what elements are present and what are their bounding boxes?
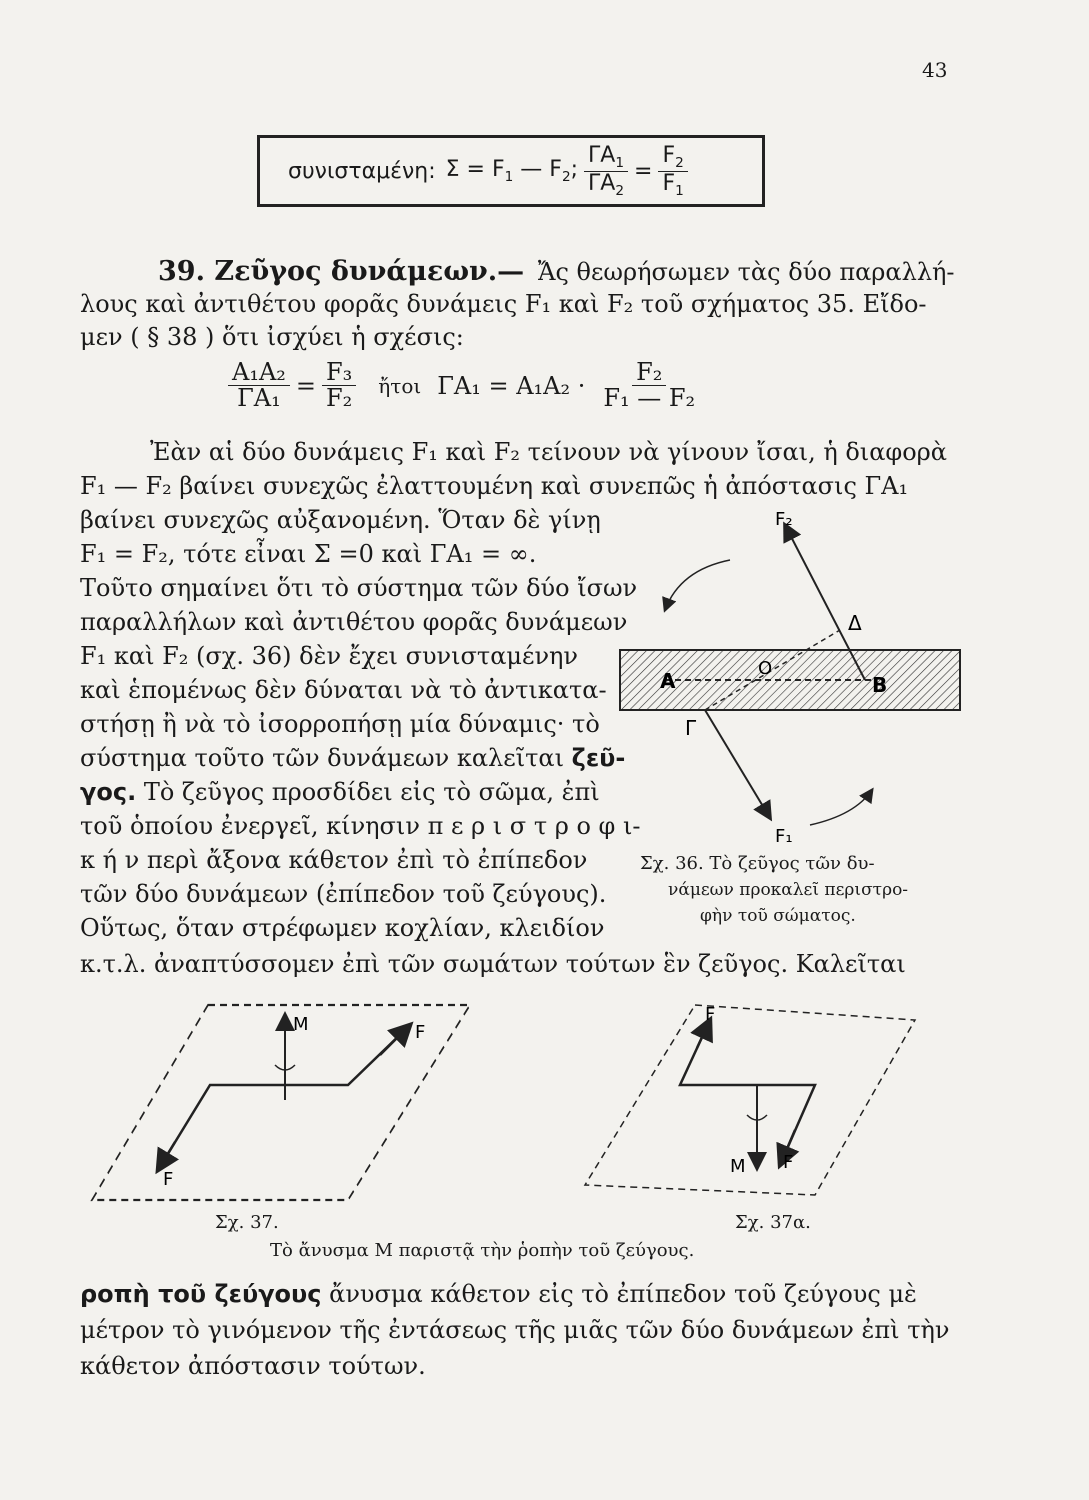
para-line-13: κ ή ν περὶ ἄξονα κάθετον ἐπὶ τὸ ἐπίπεδον [80, 846, 588, 874]
figure-37a-diagram [575, 990, 925, 1205]
section-heading-line [158, 258, 955, 285]
fig36-caption-2: νάμεων προκαλεῖ περιστρο- [668, 880, 909, 900]
equals-sign: = [634, 158, 653, 184]
label-a: A [660, 669, 676, 693]
label-f1: F₁ [775, 826, 793, 847]
intro-line-3: μεν ( § 38 ) ὅτι ἰσχύει ἡ σχέσις: [80, 323, 464, 351]
fig37-label-f-top: F [415, 1022, 426, 1043]
label-gamma: Γ [685, 716, 697, 740]
fig37a-caption: Σχ. 37α. [735, 1212, 811, 1233]
para-line-5: Τοῦτο σημαίνει ὅτι τὸ σύστημα τῶν δύο ἴσων [80, 574, 638, 602]
para-line-4: F₁ = F₂, τότε εἶναι Σ =0 καὶ ΓA₁ = ∞. [80, 540, 537, 568]
relation-formula: $\frac{\text{A₁A₂}}{\text{ΓA₁}}$ = $\frac{\text{F₃}}{\text{F₂}}$ ἤτοι ΓA₁ = A₁A₂ · $\frac{\text{F₂}}{\text{F₁ — F₂}}$ [222, 360, 705, 411]
label-delta: Δ [848, 611, 862, 635]
para-line-6: παραλλήλων καὶ ἀντιθέτου φορᾶς δυνάμεων [80, 608, 628, 636]
definition-line-2: μέτρον τὸ γινόμενον τῆς ἐντάσεως τῆς μιᾶς τῶν δύο δυνάμεων ἐπὶ τὴν [80, 1316, 950, 1344]
page-number: 43 [922, 58, 948, 82]
ratio-forces: $\frac{F_2}{F_1}$ [658, 144, 687, 197]
fig37-caption: Σχ. 37. [215, 1212, 279, 1233]
sigma-expr: $\Sigma = F_1$ — $F_2$; [445, 157, 579, 185]
ratio-ga: $\frac{\Gamma A_1}{\Gamma A_2}$ [584, 144, 628, 197]
definition-line-3: κάθετον ἀπόστασιν τούτων. [80, 1352, 426, 1380]
fig37-force-top [380, 1025, 410, 1055]
fig37-label-m: M [293, 1014, 309, 1035]
figure-36-couple-diagram [610, 500, 970, 860]
fig36-caption-1: Σχ. 36. Τὸ ζεῦγος τῶν δυ- [640, 853, 875, 874]
label-f2: F₂ [775, 509, 793, 530]
para-line-3: βαίνει συνεχῶς αὐξανομένη. Ὅταν δὲ γίνῃ [80, 506, 601, 534]
label-b: B [872, 673, 888, 697]
label-o: O [758, 658, 773, 679]
para-line-11: γος. Τὸ ζεῦγος προσδίδει εἰς τὸ σῶμα, ἐπὶ [80, 778, 600, 806]
intro-line-2: λους καὶ ἀντιθέτου φορᾶς δυνάμεις F₁ καὶ F₂ τοῦ σχήματος 35. Εἴδο- [80, 290, 927, 318]
boxed-resultant-formula [257, 135, 765, 207]
para-line-7: F₁ καὶ F₂ (σχ. 36) δὲν ἔχει συνισταμένην [80, 642, 578, 670]
para-line-1: Ἐὰν αἱ δύο δυνάμεις F₁ καὶ F₂ τείνουν νὰ γίνουν ἴσαι, ἡ διαφορὰ [150, 438, 947, 466]
fig36-caption-3: φὴν τοῦ σώματος. [700, 906, 856, 926]
para-line-14: τῶν δύο δυνάμεων (ἐπίπεδον τοῦ ζεύγους). [80, 880, 607, 908]
para-line-2: F₁ — F₂ βαίνει συνεχῶς ἐλαττουμένη καὶ συνεπῶς ἡ ἀπόστασις ΓA₁ [80, 472, 909, 500]
figure-37-diagram [90, 990, 480, 1205]
para-line-10: σύστημα τοῦτο τῶν δυνάμεων καλεῖται ζεῦ- [80, 744, 626, 772]
para-line-12: τοῦ ὁποίου ἐνεργεῖ, κίνησιν π ε ρ ι σ τ ρ ο φ ι- [80, 812, 641, 840]
fig37-label-f-bottom: F [163, 1169, 174, 1190]
rotation-arrow-bottom [810, 790, 872, 825]
force-f1-arrow [705, 710, 770, 818]
fig37-plane [92, 1005, 470, 1200]
intro-line-1: Ἄς θεωρήσωμεν τὰς δύο παραλλή- [537, 258, 955, 286]
para-line-9: στήσῃ ἢ νὰ τὸ ἰσορροπήσῃ μία δύναμις· τὸ [80, 710, 600, 738]
formula-label: συνισταμένη: [288, 158, 436, 184]
fig37a-label-f-top: F [705, 1004, 716, 1025]
fig37a-label-f-bottom: F [783, 1152, 794, 1173]
fig37a-label-m: M [730, 1156, 746, 1177]
rotation-arrow-top [665, 560, 730, 610]
para-line-15: Οὕτως, ὅταν στρέφωμεν κοχλίαν, κλειδίον [80, 914, 605, 942]
para-line-8: καὶ ἑπομένως δὲν δύναται νὰ τὸ ἀντικατα- [80, 676, 607, 704]
para-line-16: κ.τ.λ. ἀναπτύσσομεν ἐπὶ τῶν σωμάτων τούτων ἓν ζεῦγος. Καλεῖται [80, 950, 906, 978]
fig37a-plane [585, 1005, 915, 1195]
fig37-force-bottom [158, 1142, 175, 1170]
definition-line-1: ροπὴ τοῦ ζεύγους ἄνυσμα κάθετον εἰς τὸ ἐπίπεδον τοῦ ζεύγους μὲ [80, 1280, 917, 1308]
shared-figure-caption: Τὸ ἄνυσμα M παριστᾷ τὴν ῥοπὴν τοῦ ζεύγους. [270, 1240, 695, 1261]
section-heading: 39. Ζεῦγος δυνάμεων.— [158, 256, 525, 287]
